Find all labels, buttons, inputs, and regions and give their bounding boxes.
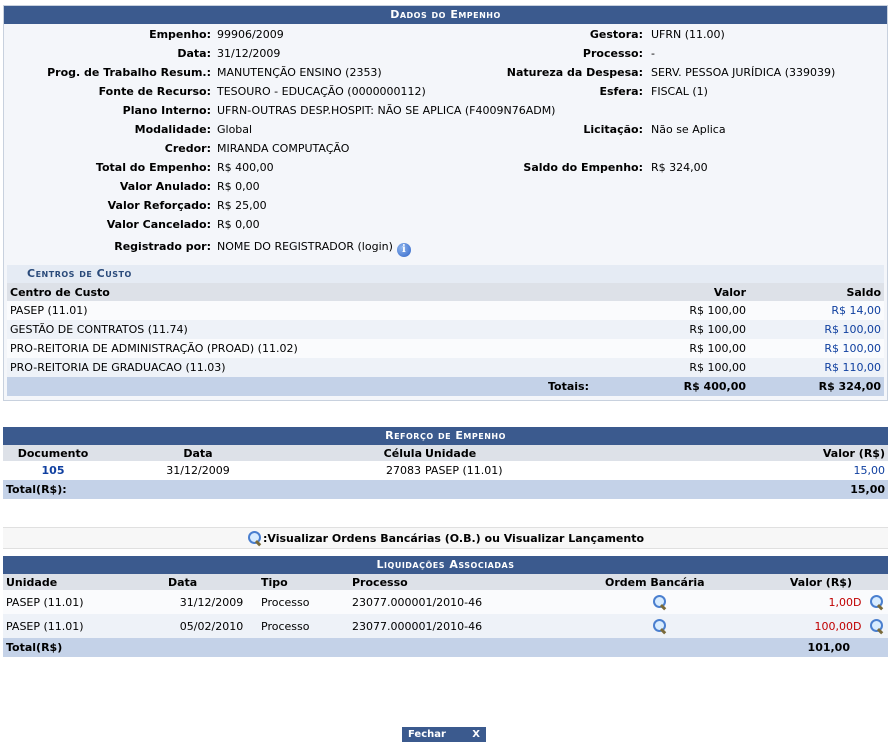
row-plano-interno [7, 104, 884, 123]
valor-anulado-value: R$ 0,00 [217, 180, 260, 193]
credor-value: MIRANDA COMPUTAÇÃO [217, 142, 350, 155]
row-modalidade [7, 123, 884, 142]
liquidacoes-title: Liquidações Associadas [3, 556, 888, 574]
centros-custo-table [7, 283, 884, 396]
table-row [7, 301, 884, 320]
valor-cancelado-value: R$ 0,00 [217, 218, 260, 231]
col-unidade: Unidade [425, 445, 676, 461]
col-centro-custo: Centro de Custo [7, 283, 629, 301]
tipo-cell: Processo [258, 590, 349, 614]
saldo-empenho-label: Saldo do Empenho: [523, 161, 643, 174]
esfera-label: Esfera: [599, 85, 643, 98]
ordem-bancaria-cell [602, 590, 717, 614]
table-header-row [3, 574, 888, 590]
col-saldo: Saldo [749, 283, 884, 301]
total-row [3, 638, 888, 657]
col-tipo: Tipo [258, 574, 349, 590]
modalidade-value: Global [217, 123, 253, 136]
table-header-row [7, 283, 884, 301]
row-registrado-por [7, 237, 884, 259]
unidade-cell: PASEP (11.01) [3, 614, 165, 638]
table-row [7, 320, 884, 339]
col-unidade: Unidade [3, 574, 165, 590]
centro-cell: PASEP (11.01) [7, 301, 629, 320]
valor-value: 1,00D [828, 596, 862, 609]
registrado-por-value: NOME DO REGISTRADOR (login) [217, 240, 393, 253]
col-data: Data [103, 445, 293, 461]
ordem-bancaria-cell [602, 614, 717, 638]
fechar-button[interactable] [402, 727, 486, 742]
col-valor: Valor (R$) [717, 574, 888, 590]
prog-trabalho-value: MANUTENÇÃO ENSINO (2353) [217, 66, 382, 79]
col-documento: Documento [3, 445, 103, 461]
saldo-cell: R$ 110,00 [749, 358, 884, 377]
fonte-recurso-label: Fonte de Recurso: [98, 85, 211, 98]
row-fonte-recurso [7, 85, 884, 104]
col-ordem-bancaria: Ordem Bancária [602, 574, 717, 590]
totals-row [7, 377, 884, 396]
row-credor [7, 142, 884, 161]
empenho-label: Empenho: [149, 28, 211, 41]
total-row [3, 480, 888, 499]
reforco-empenho-title: Reforço de Empenho [3, 427, 888, 445]
total-value: 101,00 [717, 638, 888, 657]
visualizar-legend-text: :Visualizar Ordens Bancárias (O.B.) ou Visualizar Lançamento [262, 532, 645, 545]
row-total-empenho [7, 161, 884, 180]
magnifier-icon [247, 530, 263, 546]
licitacao-label: Licitação: [583, 123, 643, 136]
processo-cell: 23077.000001/2010-46 [349, 614, 602, 638]
row-valor-cancelado [7, 218, 884, 237]
prog-trabalho-label: Prog. de Trabalho Resum.: [47, 66, 211, 79]
tipo-cell: Processo [258, 614, 349, 638]
data-label: Data: [177, 47, 211, 60]
credor-label: Credor: [164, 142, 211, 155]
totals-saldo: R$ 324,00 [749, 377, 884, 396]
data-value: 31/12/2009 [217, 47, 281, 60]
valor-value: 100,00D [814, 620, 862, 633]
table-row [3, 590, 888, 614]
view-ordem-bancaria-icon[interactable] [652, 618, 668, 634]
total-value: 15,00 [676, 480, 888, 499]
table-row [7, 358, 884, 377]
valor-cell: R$ 100,00 [629, 301, 749, 320]
close-icon: X [472, 729, 480, 740]
natureza-despesa-value: SERV. PESSOA JURÍDICA (339039) [651, 66, 836, 79]
data-cell: 31/12/2009 [165, 590, 258, 614]
row-prog-trabalho [7, 66, 884, 85]
totals-valor: R$ 400,00 [629, 377, 749, 396]
centro-cell: PRO-REITORIA DE GRADUACAO (11.03) [7, 358, 629, 377]
view-ordem-bancaria-icon[interactable] [652, 594, 668, 610]
table-row [3, 614, 888, 638]
valor-cell: R$ 100,00 [629, 320, 749, 339]
valor-cancelado-label: Valor Cancelado: [106, 218, 211, 231]
total-empenho-value: R$ 400,00 [217, 161, 274, 174]
centro-cell: PRO-REITORIA DE ADMINISTRAÇÃO (PROAD) (11.02) [7, 339, 629, 358]
saldo-empenho-value: R$ 324,00 [651, 161, 708, 174]
valor-anulado-label: Valor Anulado: [119, 180, 211, 193]
dados-empenho-title: Dados do Empenho [4, 6, 887, 24]
registrado-por-value-wrap [217, 240, 411, 257]
dados-empenho-panel [3, 5, 888, 401]
saldo-cell: R$ 14,00 [749, 301, 884, 320]
plano-interno-label: Plano Interno: [122, 104, 211, 117]
table-header-row [3, 445, 888, 461]
col-processo: Processo [349, 574, 602, 590]
reforco-table [3, 445, 888, 499]
total-empenho-label: Total do Empenho: [95, 161, 211, 174]
gestora-label: Gestora: [589, 28, 643, 41]
processo-cell: 23077.000001/2010-46 [349, 590, 602, 614]
centro-cell: GESTÃO DE CONTRATOS (11.74) [7, 320, 629, 339]
col-data: Data [165, 574, 258, 590]
reforco-empenho-panel [3, 427, 888, 499]
row-valor-anulado [7, 180, 884, 199]
info-icon[interactable]: i [397, 243, 411, 257]
col-valor: Valor [629, 283, 749, 301]
gestora-value: UFRN (11.00) [651, 28, 725, 41]
view-lancamento-icon[interactable] [869, 618, 885, 634]
data-cell: 31/12/2009 [166, 464, 230, 477]
natureza-despesa-label: Natureza da Despesa: [506, 66, 643, 79]
modalidade-label: Modalidade: [134, 123, 211, 136]
row-empenho [7, 28, 884, 47]
valor-cell: R$ 100,00 [629, 339, 749, 358]
processo-label: Processo: [582, 47, 643, 60]
saldo-cell: R$ 100,00 [749, 320, 884, 339]
fechar-label: Fechar [408, 729, 446, 740]
processo-value: - [651, 47, 655, 60]
valor-cell [717, 590, 888, 614]
liquidacoes-panel [3, 556, 888, 657]
saldo-cell: R$ 100,00 [749, 339, 884, 358]
empenho-value: 99906/2009 [217, 28, 284, 41]
row-valor-reforcado [7, 199, 884, 218]
valor-reforcado-label: Valor Reforçado: [107, 199, 211, 212]
liquidacoes-table [3, 574, 888, 657]
documento-link[interactable]: 105 [41, 464, 65, 477]
centros-custo-title: Centros de Custo [7, 265, 884, 283]
registrado-por-label: Registrado por: [114, 240, 211, 253]
total-label: Total(R$): [3, 480, 676, 499]
totals-label: Totais: [7, 377, 629, 396]
valor-cell [717, 614, 888, 638]
celula-cell: 27083 [386, 464, 421, 477]
data-cell: 05/02/2010 [165, 614, 258, 638]
col-valor: Valor (R$) [676, 445, 888, 461]
unidade-cell: PASEP (11.01) [3, 590, 165, 614]
total-label: Total(R$) [3, 638, 717, 657]
visualizar-legend [3, 527, 888, 549]
plano-interno-value: UFRN-OUTRAS DESP.HOSPIT: NÃO SE APLICA (F4009N76ADM) [217, 104, 556, 117]
licitacao-value: Não se Aplica [651, 123, 726, 136]
valor-cell: 15,00 [853, 464, 885, 477]
unidade-cell: PASEP (11.01) [425, 464, 503, 477]
valor-reforcado-value: R$ 25,00 [217, 199, 267, 212]
table-row [3, 461, 888, 480]
row-data [7, 47, 884, 66]
esfera-value: FISCAL (1) [651, 85, 708, 98]
valor-cell: R$ 100,00 [629, 358, 749, 377]
table-row [7, 339, 884, 358]
fonte-recurso-value: TESOURO - EDUCAÇÃO (0000000112) [217, 85, 426, 98]
view-lancamento-icon[interactable] [869, 594, 885, 610]
col-celula: Célula [293, 445, 425, 461]
